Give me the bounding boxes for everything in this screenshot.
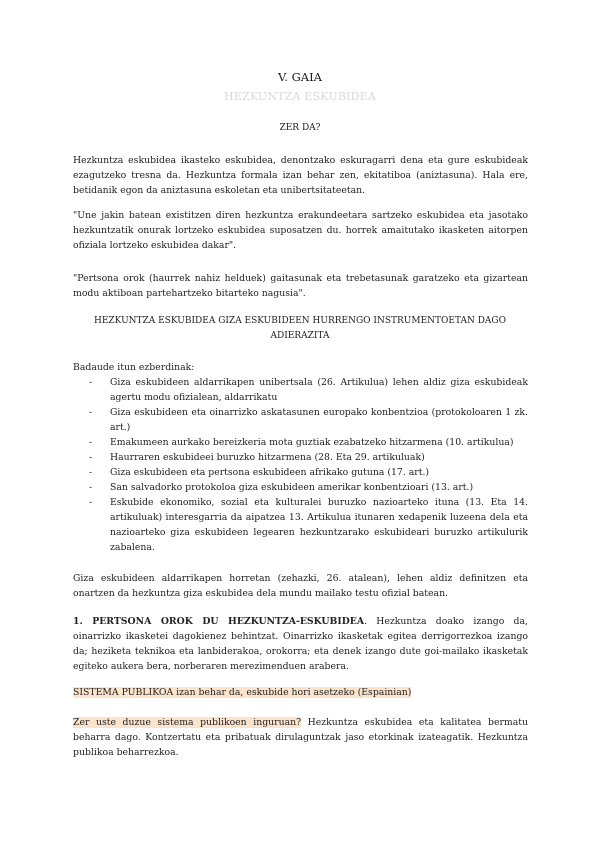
list-bullet: - xyxy=(89,407,93,418)
question-paragraph xyxy=(73,715,528,760)
list-item: - Emakumeen aurkako bereizkeria mota guztiak ezabatzeko hitzarmena (10. artikulua) xyxy=(89,437,514,448)
list-item: - San salvadorko protokoloa giza eskubideen amerikar konbentzioari (13. art.) xyxy=(89,482,474,493)
list-item: - Giza eskubideen eta oinarrizko askatasunen europako konbentzioa (protokoloaren 1 zk. art.) xyxy=(89,407,528,433)
treaties-list xyxy=(73,375,528,555)
list-item: - Giza eskubideen eta pertsona eskubideen afrikako gutuna (17. art.) xyxy=(89,467,430,478)
list-bullet: - xyxy=(89,452,93,463)
list-item: - Haurraren eskubideei buruzko hitzarmena (28. Eta 29. artikuluak) xyxy=(89,452,425,463)
list-bullet: - xyxy=(89,377,93,388)
list-bullet: - xyxy=(89,467,93,478)
quote-paragraph-1: "Une jakin batean existitzen diren hezkuntza erakundeetara sartzeko eskubidea eta jasotako hezkuntzatik onurak lortzeko eskubidea suposatzen du. horrek amaitutako ikasketen aitorpen ofiziala lortzeko eskubidea dakar". xyxy=(73,210,528,251)
article-point-heading: 1. PERTSONA OROK DU HEZKUNTZA-ESKUBIDEA xyxy=(73,616,365,627)
section-heading-zer-da: ZER DA? xyxy=(279,123,321,133)
quote-paragraph-2: "Pertsona orok (haurrek nahiz helduek) gaitasunak eta trebetasunak garatzeko eta gizartean modu aktiboan partehartzeko bitarteko nagusia". xyxy=(73,273,528,299)
list-bullet: - xyxy=(89,482,93,493)
question-text: Hezkuntza eskubidea eta kalitatea bermatu beharra dago. Kontzertatu eta pribatuak dirulaguntzak jaso etorkinak izateagatik. Hezkuntza publikoa beharrezkoa. xyxy=(73,717,528,758)
list-item: - Giza eskubideen aldarrikapen unibertsala (26. Artikulua) lehen aldiz giza eskubideak agertu modu ofizialean, aldarrikatu xyxy=(89,377,528,403)
treaties-intro: Badaude itun ezberdinak: xyxy=(73,362,195,373)
public-system-line xyxy=(73,685,528,700)
list-item: - Eskubide ekonomiko, sozial eta kulturalei buruzko nazioarteko ituna (13. Eta 14. artikuluak) interesgarria da aipatzea 13. Artikulua itunaren xedapenik luzeena dela eta nazioarteko giza eskubideen legearen hezkuntzarako eskubideari buruzko artikulurik zabalena. xyxy=(89,497,528,553)
instruments-heading-line2: ADIERAZITA xyxy=(270,331,330,341)
article-point-paragraph xyxy=(73,614,528,674)
question-highlight: Zer uste duzue sistema publikoen inguruan? xyxy=(73,717,302,728)
page-subtitle: HEZKUNTZA ESKUBIDEA xyxy=(223,90,377,103)
list-bullet: - xyxy=(89,497,93,508)
closing-paragraph: Giza eskubideen aldarrikapen horretan (zehazki, 26. atalean), lehen aldiz definitzen eta onartzen da hezkuntza giza eskubidea dela mundu mailako testu ofizial batean. xyxy=(73,573,528,599)
article-point-text: . Hezkuntza doako izango da, oinarrizko ikasketei dagokienez behintzat. Oinarrizko ikasketak egitea derrigorrezkoa izango da; heziketa teknikoa eta lanbiderakoa, orokorra; eta denek izango dute goi-mailako ikasketak egiteko aukera bera, norberaren merezimenduen arabera. xyxy=(73,616,528,672)
page-title: V. GAIA xyxy=(278,70,322,84)
instruments-heading-line1: HEZKUNTZA ESKUBIDEA GIZA ESKUBIDEEN HURRENGO INSTRUMENTOETAN DAGO xyxy=(94,316,506,326)
list-bullet: - xyxy=(89,437,93,448)
public-system-highlight: SISTEMA PUBLIKOA izan behar da, eskubide hori asetzeko (Espainian) xyxy=(73,687,412,698)
intro-paragraph: Hezkuntza eskubidea ikasteko eskubidea, denontzako eskuragarri dena eta gure eskubideak ezagutzeko tresna da. Hezkuntza formala izan behar zen, ekitatiboa (aniztasuna). Hala ere, betidanik egon da aniztasuna eskoletan eta unibertsitateetan. xyxy=(73,155,528,196)
